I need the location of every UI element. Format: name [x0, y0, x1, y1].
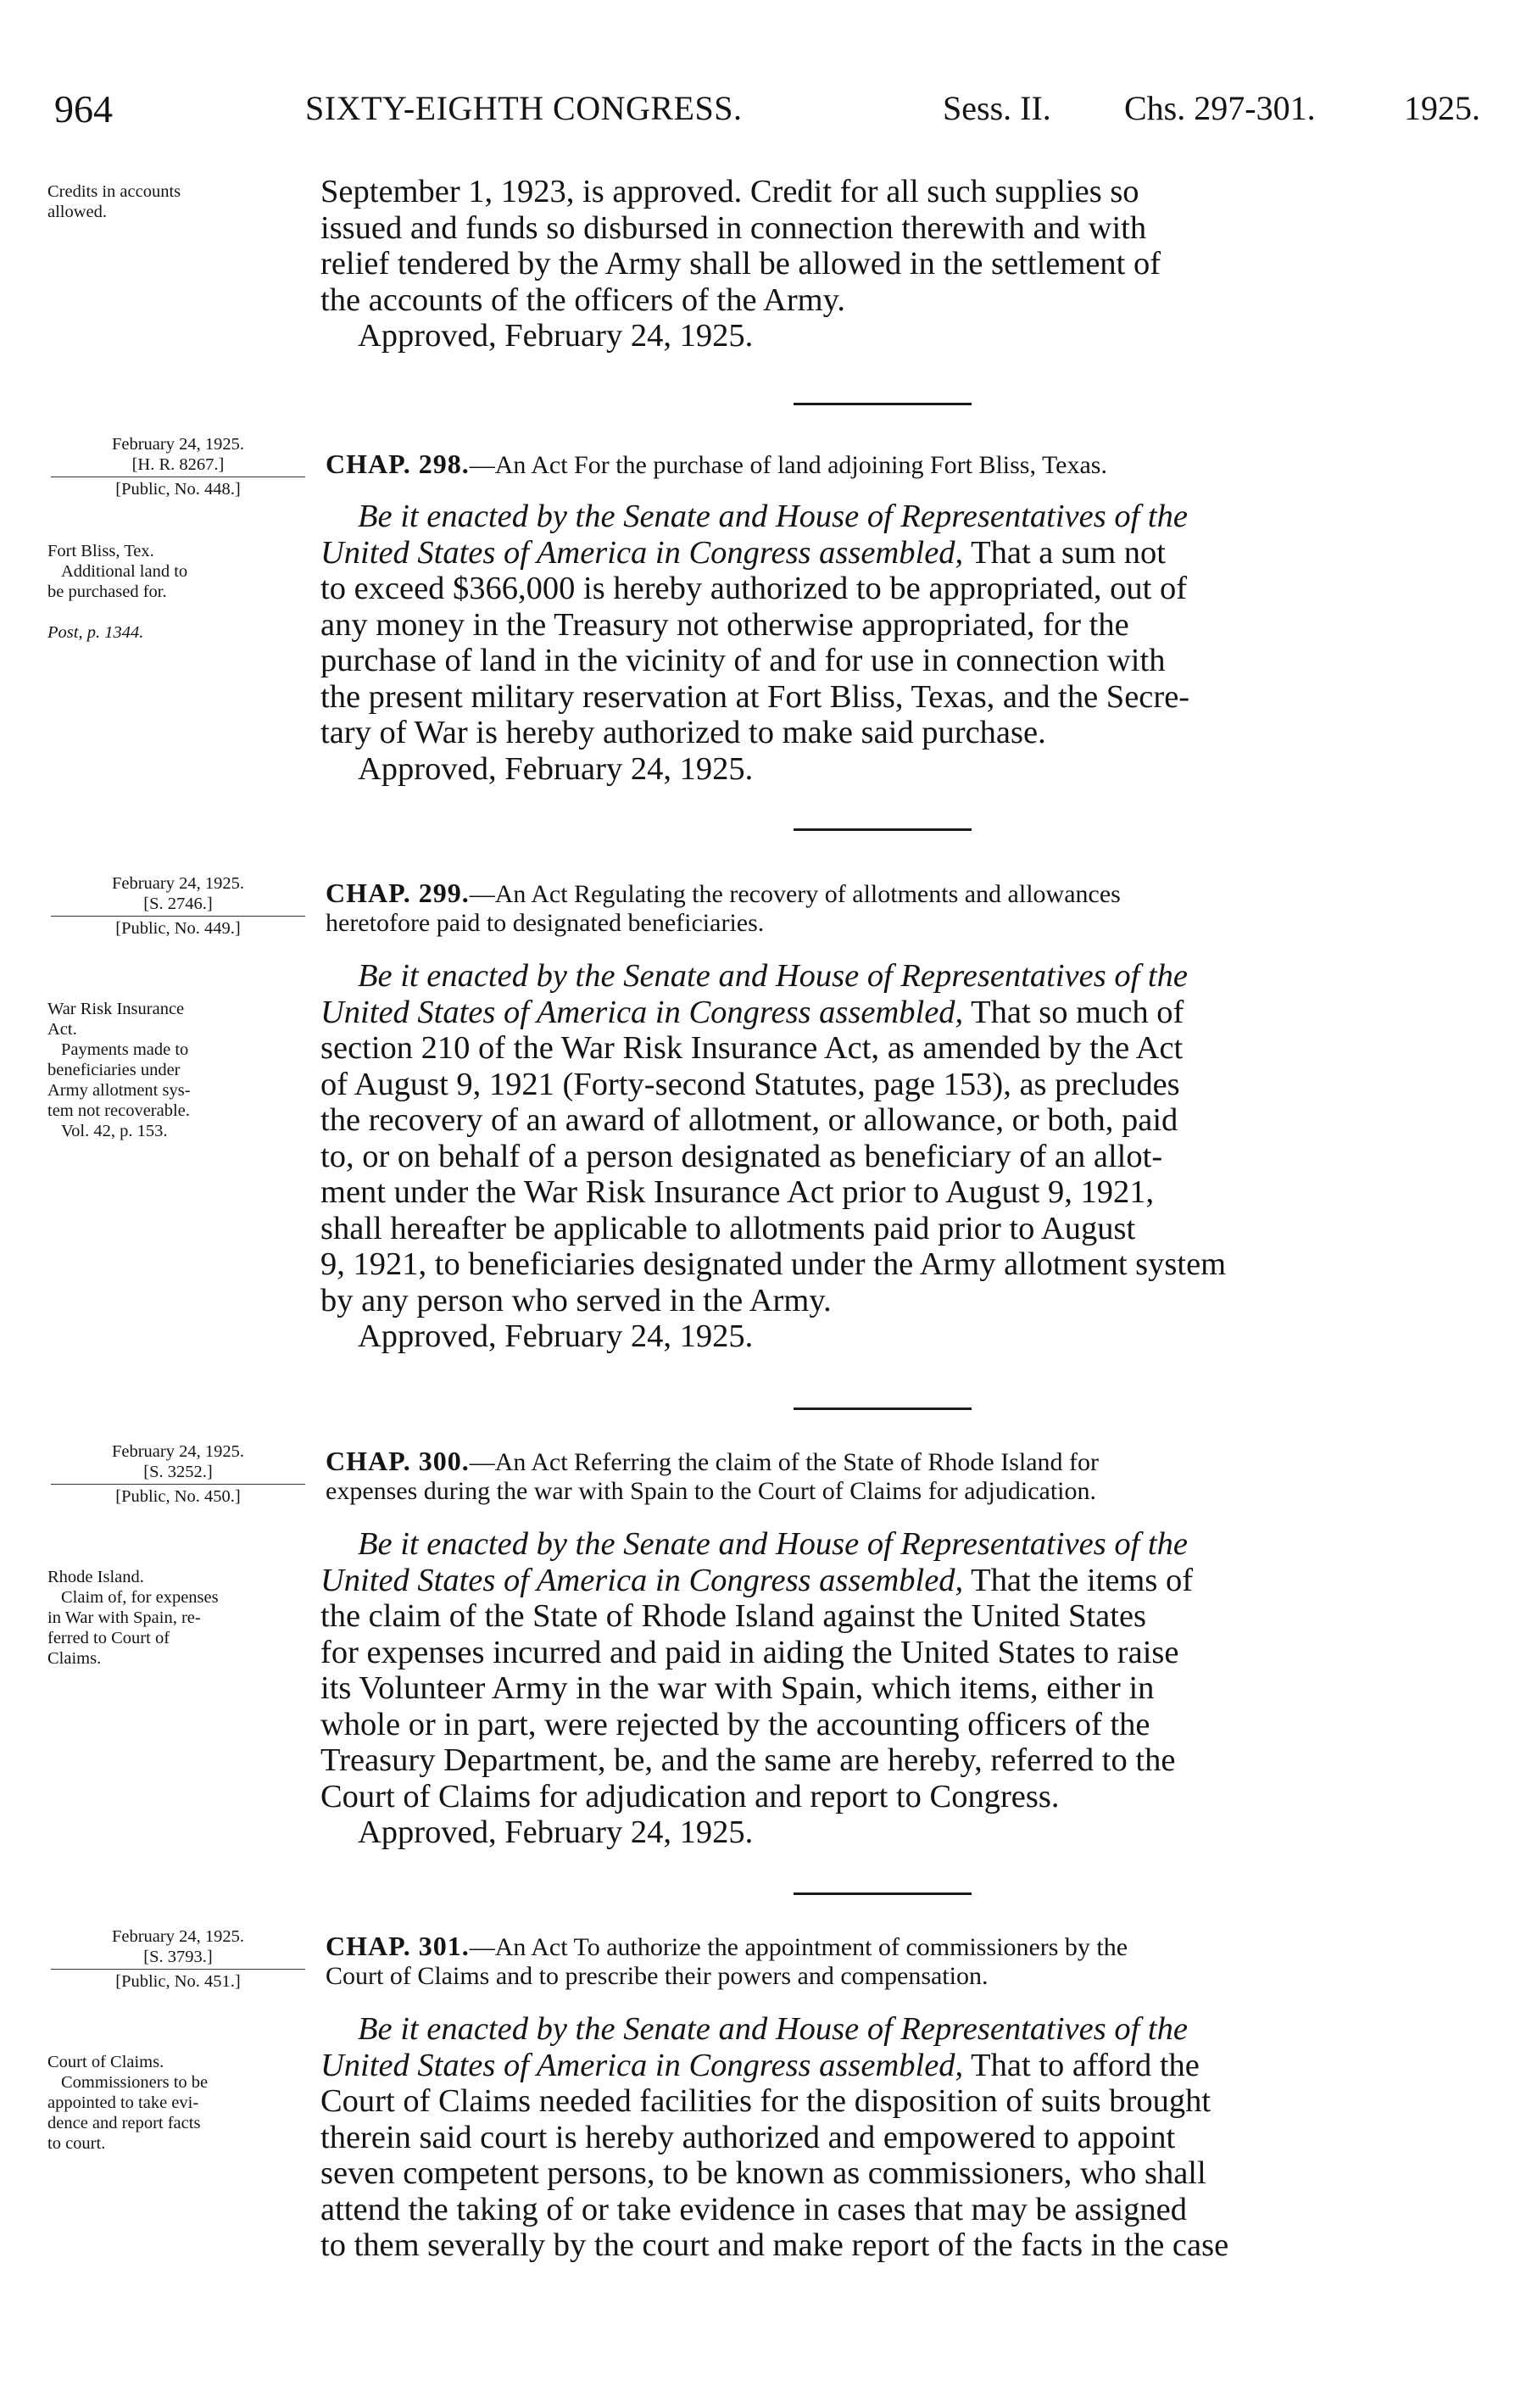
section-divider	[794, 1407, 972, 1410]
text-line: seven competent persons, to be known as commissioners, who shall	[320, 2155, 1206, 2191]
citation-block	[51, 873, 305, 939]
text-line: September 1, 1923, is approved. Credit for all such supplies so	[320, 174, 1139, 209]
enacting-clause-italic: United States of America in Congress assembled,	[320, 2047, 964, 2083]
text-line: of August 9, 1921 (Forty-second Statutes, page 153), as precludes	[320, 1066, 1180, 1102]
margin-note-line: Vol. 42, p. 153.	[61, 1122, 168, 1140]
margin-note-line: allowed.	[47, 203, 108, 221]
intro-paragraph	[320, 174, 1457, 354]
enacting-clause-italic: Be it enacted by the Senate and House of Representatives of the	[358, 499, 1188, 534]
text-line: to them severally by the court and make report of the facts in the case	[320, 2227, 1229, 2263]
margin-notes	[47, 999, 327, 1141]
margin-note-line: appointed to take evi-	[47, 2093, 199, 2112]
text-line: therein said court is hereby authorized and empowered to appoint	[320, 2119, 1176, 2155]
text-line: by any person who served in the Army.	[320, 1282, 832, 1318]
citation-bill: [S. 2746.]	[143, 895, 213, 913]
enacting-clause-italic: United States of America in Congress assembled,	[320, 1562, 964, 1598]
citation-date: February 24, 1925.	[111, 1442, 244, 1461]
text-line: to, or on behalf of a person designated as beneficiary of an allot-	[320, 1138, 1163, 1174]
chapter-body	[320, 499, 1457, 787]
text-line: attend the taking of or take evidence in cases that may be assigned	[320, 2191, 1188, 2227]
chapter-title	[326, 1931, 1462, 1991]
chapter-label: CHAP. 301.	[326, 1931, 470, 1961]
text-line	[320, 535, 1457, 571]
citation-public: [Public, No. 449.]	[115, 919, 241, 938]
section-divider	[794, 1892, 972, 1895]
citation-date: February 24, 1925.	[111, 874, 244, 893]
text-line: to exceed $366,000 is hereby authorized to be appropriated, out of	[320, 571, 1188, 606]
text-line	[320, 995, 1457, 1031]
page-number: 964	[54, 87, 113, 131]
margin-note-line: Act.	[47, 1020, 77, 1039]
text-line: purchase of land in the vicinity of and for use in connection with	[320, 643, 1166, 678]
approved-line: Approved, February 24, 1925.	[358, 1318, 754, 1354]
enacting-clause-italic: Be it enacted by the Senate and House of Representatives of the	[358, 1526, 1188, 1562]
chapter-label: CHAP. 298.	[326, 449, 470, 479]
margin-note-line: Claim of, for expenses	[61, 1588, 219, 1607]
margin-notes	[47, 2052, 327, 2154]
margin-note-line: Army allotment sys-	[47, 1081, 191, 1100]
citation-date: February 24, 1925.	[111, 1927, 244, 1946]
congress-title: SIXTY-EIGHTH CONGRESS.	[305, 89, 743, 127]
margin-notes	[47, 541, 327, 643]
text-line: relief tendered by the Army shall be allowed in the settlement of	[320, 246, 1161, 281]
margin-note-line: ferred to Court of	[47, 1629, 170, 1647]
margin-note-line: Commissioners to be	[61, 2073, 209, 2092]
text-line: for expenses incurred and paid in aiding the United States to raise	[320, 1634, 1179, 1670]
chapter-title-line: —An Act Regulating the recovery of allotments and allowances	[469, 880, 1121, 908]
text-line: the claim of the State of Rhode Island against the United States	[320, 1598, 1147, 1634]
chapter-title-line-1	[326, 878, 1462, 909]
margin-note-line: Payments made to	[61, 1040, 189, 1059]
chapter-title	[326, 878, 1462, 938]
text-line: the recovery of an award of allotment, or allowance, or both, paid	[320, 1102, 1178, 1138]
text-line: That the items of	[963, 1562, 1194, 1598]
text-line: shall hereafter be applicable to allotments paid prior to August	[320, 1210, 1136, 1246]
year-label: 1925.	[1404, 89, 1480, 127]
chapter-body	[320, 1526, 1457, 1851]
text-line: tary of War is hereby authorized to make said purchase.	[320, 715, 1046, 750]
citation-block	[51, 1441, 305, 1507]
text-line: the present military reservation at Fort Bliss, Texas, and the Secre-	[320, 678, 1190, 715]
enacting-clause	[320, 958, 1457, 995]
citation-date: February 24, 1925.	[111, 435, 244, 454]
enacting-clause	[320, 2011, 1457, 2048]
text-line: the accounts of the officers of the Army.	[320, 281, 846, 318]
margin-notes	[47, 1567, 327, 1669]
text-line: 9, 1921, to beneficiaries designated under the Army allotment system	[320, 1246, 1227, 1282]
margin-note-line: tem not recoverable.	[47, 1101, 190, 1120]
chapter-title	[326, 1446, 1462, 1506]
section-divider	[794, 828, 972, 831]
citation-bill: [S. 3793.]	[143, 1948, 213, 1966]
text-line: whole or in part, were rejected by the accounting officers of the	[320, 1706, 1150, 1742]
chapter-title-line: expenses during the war with Spain to the Court of Claims for adjudication.	[326, 1477, 1096, 1505]
running-head	[54, 86, 1480, 137]
text-line: ment under the War Risk Insurance Act prior to August 9, 1921,	[320, 1174, 1155, 1210]
citation-public: [Public, No. 451.]	[115, 1972, 241, 1991]
enacting-clause-italic: Be it enacted by the Senate and House of Representatives of the	[358, 958, 1188, 994]
margin-note-line: Credits in accounts	[47, 182, 181, 201]
text-line	[320, 1563, 1457, 1599]
margin-note-line: beneficiaries under	[47, 1061, 181, 1079]
text-line: Treasury Department, be, and the same are hereby, referred to the	[320, 1742, 1176, 1778]
margin-note-intro	[47, 181, 327, 222]
chapters-label: Chs. 297-301.	[1124, 89, 1316, 127]
margin-note-line: dence and report facts	[47, 2114, 201, 2132]
enacting-clause-italic: Be it enacted by the Senate and House of Representatives of the	[358, 2011, 1188, 2047]
chapter-title-line: —An Act Referring the claim of the State of Rhode Island for	[469, 1448, 1100, 1476]
text-line	[320, 2048, 1457, 2084]
margin-note-line: War Risk Insurance	[47, 1000, 185, 1018]
text-line: That so much of	[963, 994, 1184, 1030]
citation-rule	[51, 1969, 305, 1970]
margin-note-line: Fort Bliss, Tex.	[47, 542, 154, 560]
chapter-body	[320, 958, 1457, 1355]
text-line: any money in the Treasury not otherwise appropriated, for the	[320, 606, 1129, 643]
section-divider	[794, 403, 972, 405]
session-label: Sess. II.	[943, 89, 1051, 127]
text-line: section 210 of the War Risk Insurance Act, as amended by the Act	[320, 1030, 1184, 1066]
citation-rule	[51, 1484, 305, 1485]
margin-note-line: Rhode Island.	[47, 1568, 144, 1586]
enacting-clause-italic: United States of America in Congress assembled,	[320, 994, 964, 1030]
chapter-label: CHAP. 299.	[326, 878, 470, 908]
margin-note-line: Post, p. 1344.	[47, 623, 144, 642]
chapter-title	[326, 449, 1462, 480]
margin-note-line: be purchased for.	[47, 582, 167, 601]
chapter-title-line-1	[326, 1446, 1462, 1477]
chapter-title-line: Court of Claims and to prescribe their powers and compensation.	[326, 1962, 989, 1990]
chapter-label: CHAP. 300.	[326, 1446, 470, 1476]
text-line: Court of Claims for adjudication and report to Congress.	[320, 1778, 1060, 1814]
text-line: That a sum not	[963, 534, 1167, 571]
margin-note-line: in War with Spain, re-	[47, 1608, 201, 1627]
enacting-clause	[320, 1526, 1457, 1563]
text-line: Court of Claims needed facilities for the disposition of suits brought	[320, 2083, 1211, 2119]
chapter-title-line: heretofore paid to designated beneficiaries.	[326, 909, 765, 937]
citation-bill: [S. 3252.]	[143, 1463, 213, 1481]
enacting-clause	[320, 499, 1457, 535]
margin-note-line: to court.	[47, 2134, 106, 2153]
citation-block	[51, 434, 305, 499]
chapter-title-line-1	[326, 1931, 1462, 1962]
enacting-clause-italic: United States of America in Congress assembled,	[320, 534, 964, 571]
text-line: its Volunteer Army in the war with Spain, which items, either in	[320, 1670, 1155, 1706]
approved-line: Approved, February 24, 1925.	[358, 750, 754, 787]
citation-rule	[51, 916, 305, 917]
margin-note-line: Claims.	[47, 1649, 102, 1668]
chapter-body	[320, 2011, 1457, 2264]
chapter-title-line: —An Act For the purchase of land adjoining Fort Bliss, Texas.	[469, 451, 1107, 479]
approved-line: Approved, February 24, 1925.	[358, 318, 754, 354]
chapter-title-line: —An Act To authorize the appointment of commissioners by the	[469, 1933, 1128, 1961]
citation-public: [Public, No. 448.]	[115, 480, 241, 499]
margin-note-line: Additional land to	[61, 562, 188, 581]
text-line: issued and funds so disbursed in connection therewith and with	[320, 209, 1147, 246]
margin-note-line: Court of Claims.	[47, 2053, 164, 2071]
citation-bill: [H. R. 8267.]	[131, 455, 225, 474]
citation-block	[51, 1926, 305, 1992]
text-line: That to afford the	[963, 2047, 1200, 2083]
citation-public: [Public, No. 450.]	[115, 1487, 241, 1506]
margin-note-line	[47, 602, 327, 622]
approved-line: Approved, February 24, 1925.	[358, 1814, 754, 1850]
